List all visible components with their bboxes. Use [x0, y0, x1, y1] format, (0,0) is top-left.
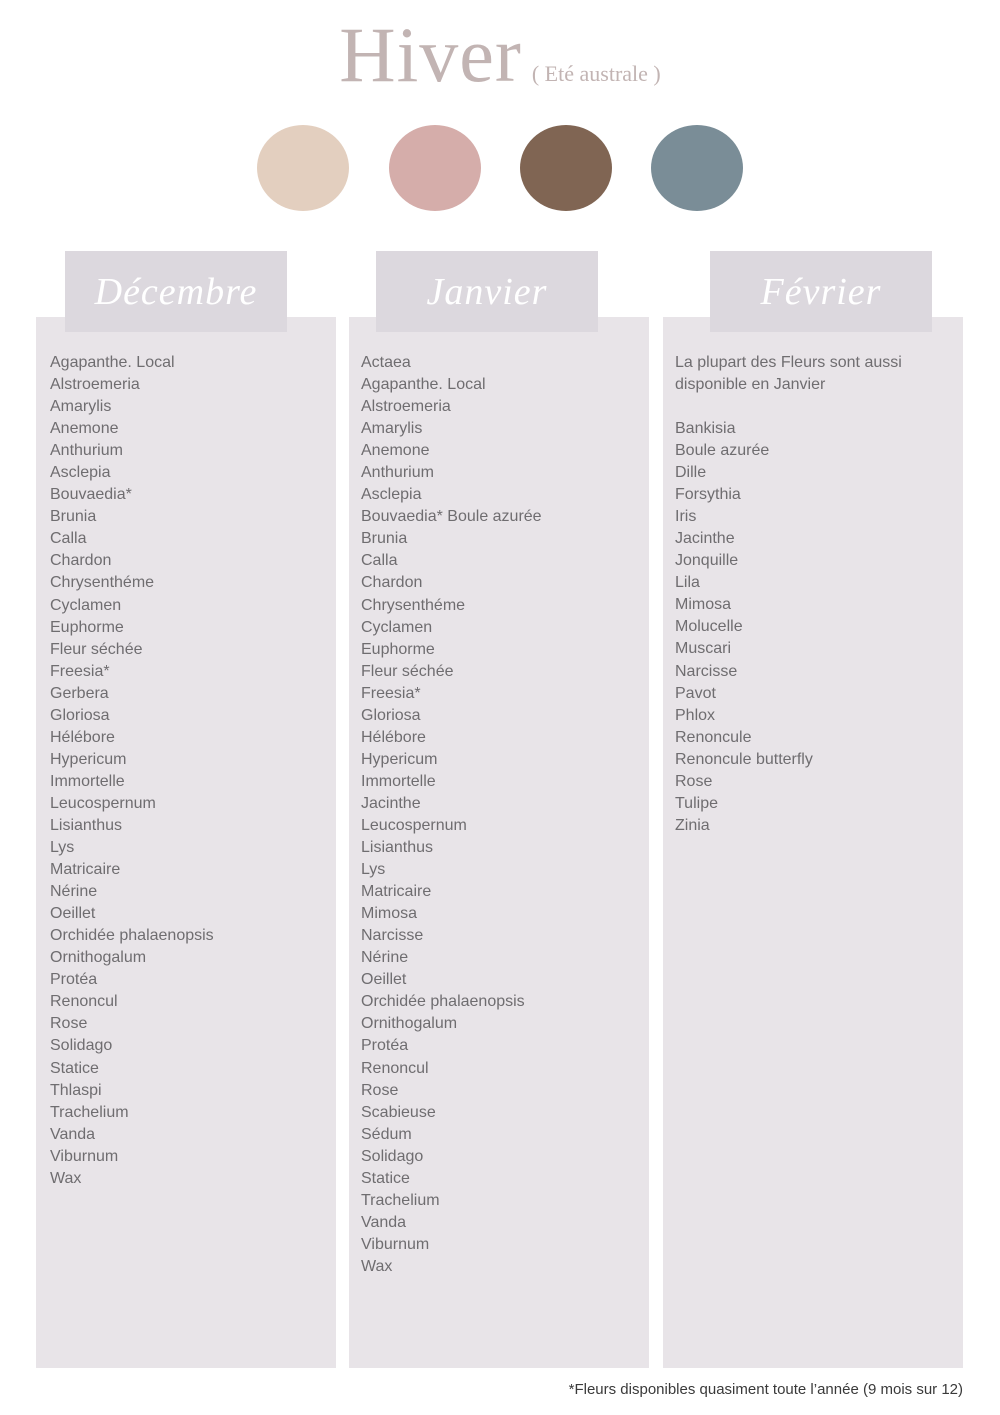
flower-item: Chardon [50, 552, 112, 570]
flower-item: Freesia* [361, 684, 421, 702]
flower-item: Renoncule butterfly [675, 750, 813, 768]
flower-item: Asclepia [361, 486, 422, 504]
flower-item: Pavot [675, 684, 716, 702]
flower-item: Thlaspi [50, 1081, 102, 1099]
flower-item: Solidago [361, 1147, 424, 1165]
flower-item: Cyclamen [361, 618, 433, 636]
flower-item: Lisianthus [50, 816, 123, 834]
flower-item: Oeillet [361, 971, 407, 989]
flower-item: Molucelle [675, 618, 743, 636]
flower-item: Gloriosa [50, 706, 110, 724]
flower-item: Tulipe [675, 794, 718, 812]
flower-item: Rose [50, 1015, 88, 1033]
flower-item: Leucospernum [361, 816, 467, 834]
flower-item: Orchidée phalaenopsis [50, 927, 214, 945]
flower-item: Bouvaedia* [50, 486, 132, 504]
flower-item: Vanda [50, 1125, 96, 1143]
flower-item: Lisianthus [361, 839, 434, 857]
flower-item: Trachelium [361, 1191, 440, 1209]
flower-item: Calla [50, 530, 87, 548]
flower-item: Renoncul [361, 1059, 429, 1077]
flower-item: Rose [361, 1081, 399, 1099]
flower-item: Statice [50, 1059, 99, 1077]
flower-item: Rose [675, 772, 713, 790]
month-title: Janvier [426, 270, 548, 313]
flower-item: Ornithogalum [50, 949, 147, 967]
flower-item: Nérine [361, 949, 409, 967]
flower-item: Vanda [361, 1213, 407, 1231]
flower-item: Solidago [50, 1037, 113, 1055]
flower-item: Viburnum [361, 1235, 430, 1253]
flower-item: Zinia [675, 816, 710, 834]
flower-item: Matricaire [361, 883, 432, 901]
flower-item: Gerbera [50, 684, 109, 702]
flower-item: Iris [675, 508, 697, 526]
flower-item: Anemone [50, 420, 119, 438]
flower-item: Brunia [361, 530, 408, 548]
month-header-fevrier [710, 251, 932, 332]
flower-item: Protéa [361, 1037, 409, 1055]
flower-item: Fleur séchée [50, 640, 143, 658]
flower-item: Wax [50, 1169, 82, 1187]
flower-item: Agapanthe. Local [361, 376, 486, 394]
flower-item: Anthurium [50, 442, 123, 460]
flower-item: Ornithogalum [361, 1015, 458, 1033]
flower-item: Immortelle [361, 772, 436, 790]
flower-item: Hypericum [361, 750, 438, 768]
flower-item: Wax [361, 1257, 393, 1275]
flower-item: Hélébore [50, 728, 115, 746]
palette-swatch-1 [257, 125, 349, 211]
footnote: *Fleurs disponibles quasiment toute l’année (9 mois sur 12) [568, 1381, 963, 1398]
flower-item: Asclepia [50, 464, 111, 482]
flower-item: Cyclamen [50, 596, 122, 614]
month-header-janvier [376, 251, 598, 332]
month-header-decembre [65, 251, 287, 332]
flower-item: Leucospernum [50, 794, 156, 812]
flower-item: Lys [50, 839, 75, 857]
flower-item: Lys [361, 861, 386, 879]
flower-item: Anemone [361, 442, 430, 460]
flower-item: Immortelle [50, 772, 125, 790]
flower-item: Jacinthe [675, 530, 735, 548]
flower-item: Bouvaedia* Boule azurée [361, 508, 542, 526]
flower-item: Forsythia [675, 486, 741, 504]
flower-item: Euphorme [361, 640, 435, 658]
flower-item: Narcisse [675, 662, 738, 680]
flower-item: Bankisia [675, 420, 736, 437]
flower-item: Fleur séchée [361, 662, 454, 680]
flower-item: Anthurium [361, 464, 434, 482]
flower-item: Viburnum [50, 1147, 119, 1165]
fevrier-intro-note: La plupart des Fleurs sont aussi disponible en Janvier [675, 354, 902, 394]
flower-item: Narcisse [361, 927, 424, 945]
flower-item: Hélébore [361, 728, 426, 746]
flower-item: Euphorme [50, 618, 124, 636]
palette-swatch-4 [651, 125, 743, 211]
flower-item: Amarylis [361, 420, 423, 438]
flower-item: Orchidée phalaenopsis [361, 993, 525, 1011]
flower-item: Brunia [50, 508, 97, 526]
flower-item: Protéa [50, 971, 98, 989]
flower-item: Phlox [675, 706, 716, 724]
flower-list-janvier [361, 352, 542, 1278]
flower-item: Lila [675, 574, 700, 592]
palette-swatch-3 [520, 125, 612, 211]
flower-item: Mimosa [675, 596, 732, 614]
month-title: Février [760, 270, 882, 313]
flower-item: Scabieuse [361, 1103, 436, 1121]
flower-item: Chardon [361, 574, 423, 592]
flower-item: Oeillet [50, 905, 96, 923]
flower-item: Renoncule [675, 728, 752, 746]
flower-item: Chrysenthéme [361, 596, 466, 614]
flower-item: Alstroemeria [361, 398, 451, 416]
flower-item: Jacinthe [361, 794, 421, 812]
flower-item: Statice [361, 1169, 410, 1187]
month-title: Décembre [94, 270, 258, 313]
page-title-row [0, 10, 1000, 100]
palette-swatch-2 [389, 125, 481, 211]
flower-item: Amarylis [50, 398, 112, 416]
flower-item: Calla [361, 552, 398, 570]
flower-item: Sédum [361, 1125, 412, 1143]
flower-item: Boule azurée [675, 442, 770, 460]
flower-item: Chrysenthéme [50, 574, 155, 592]
flower-item: Jonquille [675, 552, 739, 570]
flower-item: Gloriosa [361, 706, 421, 724]
flower-item: Matricaire [50, 861, 121, 879]
flower-list-fevrier [675, 418, 813, 837]
flower-item: Renoncul [50, 993, 118, 1011]
flower-item: Muscari [675, 640, 732, 658]
flower-item: Trachelium [50, 1103, 129, 1121]
flower-item: Mimosa [361, 905, 418, 923]
flower-item: Freesia* [50, 662, 110, 680]
flower-item: Actaea [361, 354, 411, 371]
flower-item: Dille [675, 464, 707, 482]
flower-item: Agapanthe. Local [50, 354, 175, 371]
page-title: Hiver [339, 11, 522, 98]
flower-item: Hypericum [50, 750, 127, 768]
flower-list-decembre [50, 352, 214, 1190]
flower-item: Nérine [50, 883, 98, 901]
flower-item: Alstroemeria [50, 376, 140, 394]
page-subtitle: ( Eté australe ) [531, 61, 661, 86]
